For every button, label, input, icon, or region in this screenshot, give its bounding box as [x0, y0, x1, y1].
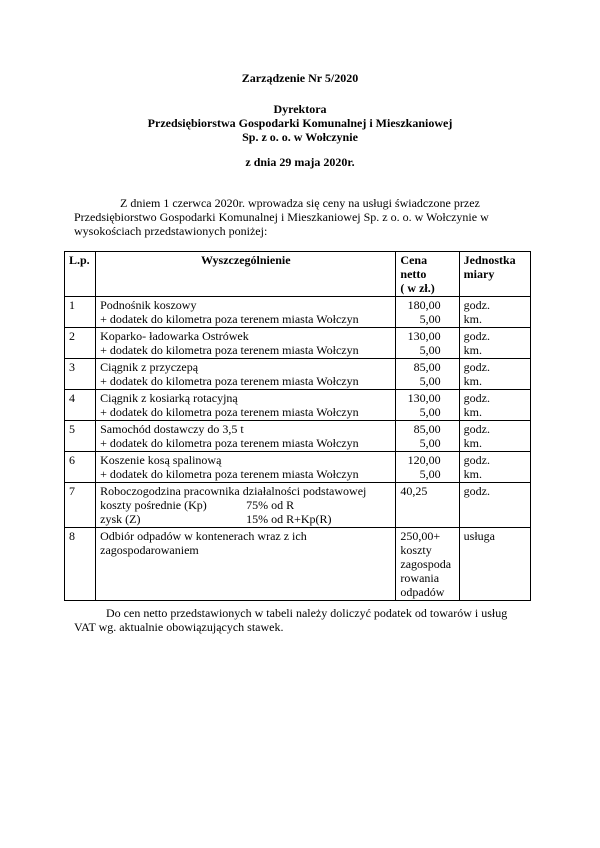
row-unit: godz. km. — [459, 359, 530, 390]
table-row — [65, 359, 531, 390]
price-table — [64, 251, 531, 601]
intro-line: Z dniem 1 czerwca 2020r. wprowadza się ceny na usługi świadczone przez — [120, 196, 480, 210]
row-lp: 4 — [65, 390, 96, 421]
closing-line: VAT wg. aktualnie obowiązujących stawek. — [74, 620, 284, 634]
row-unit: godz. km. — [459, 452, 530, 483]
row-price: 180,00 5,00 — [396, 297, 459, 328]
row-description: Koparko- ładowarka Ostrówek + dodatek do kilometra poza terenem miasta Wołczyn — [96, 328, 396, 359]
row-price: 130,00 5,00 — [396, 328, 459, 359]
table-row — [65, 297, 531, 328]
intro-line: Przedsiębiorstwo Gospodarki Komunalnej i Mieszkaniowej Sp. z o. o. w Wołczynie w — [74, 210, 489, 224]
row-description: Podnośnik koszowy + dodatek do kilometra poza terenem miasta Wołczyn — [96, 297, 396, 328]
row-description: Samochód dostawczy do 3,5 t + dodatek do kilometra poza terenem miasta Wołczyn — [96, 421, 396, 452]
cost-label: koszty pośrednie (Kp) — [100, 498, 207, 512]
table-row — [65, 483, 531, 528]
issuer-title: Dyrektora — [273, 102, 327, 116]
table-row — [65, 328, 531, 359]
row-price: 130,00 5,00 — [396, 390, 459, 421]
row-lp: 3 — [65, 359, 96, 390]
row-price: 85,00 5,00 — [396, 421, 459, 452]
row-lp: 1 — [65, 297, 96, 328]
document-title: Zarządzenie Nr 5/2020 — [241, 71, 359, 85]
row-lp: 6 — [65, 452, 96, 483]
cost-value: 15% od R+Kp(R) — [246, 512, 332, 526]
row-description: Roboczogodzina pracownika działalności podstawowej koszty pośrednie (Kp) 75% od R zysk (Z) 15% od R+Kp(R) — [96, 483, 396, 528]
row-price: 250,00+ koszty zagospoda rowania odpadów — [396, 528, 459, 601]
header-unit: Jednostka miary — [459, 252, 530, 297]
cost-label: zysk (Z) — [100, 512, 141, 526]
row-lp: 8 — [65, 528, 96, 601]
header-price: Cena netto ( w zł.) — [396, 252, 459, 297]
table-header-row — [65, 252, 531, 297]
row-unit: usługa — [459, 528, 530, 601]
row-lp: 2 — [65, 328, 96, 359]
table-row — [65, 452, 531, 483]
closing-paragraph — [74, 606, 544, 634]
row-lp: 7 — [65, 483, 96, 528]
row-price: 120,00 5,00 — [396, 452, 459, 483]
header-description: Wyszczególnienie — [96, 252, 396, 297]
row-unit: godz. — [459, 483, 530, 528]
closing-line: Do cen netto przedstawionych w tabeli należy doliczyć podatek od towarów i usług — [106, 606, 508, 620]
header-lp: L.p. — [65, 252, 96, 297]
row-description: Ciągnik z kosiarką rotacyjną + dodatek do kilometra poza terenem miasta Wołczyn — [96, 390, 396, 421]
cost-value: 75% od R — [246, 498, 295, 512]
row-unit: godz. km. — [459, 421, 530, 452]
row-description: Odbiór odpadów w kontenerach wraz z ich zagospodarowaniem — [96, 528, 396, 601]
row-price: 85,00 5,00 — [396, 359, 459, 390]
table-row — [65, 528, 531, 601]
row-description: Koszenie kosą spalinową + dodatek do kilometra poza terenem miasta Wołczyn — [96, 452, 396, 483]
intro-line: wysokościach przedstawionych poniżej: — [74, 224, 268, 238]
row-unit: godz. km. — [459, 297, 530, 328]
document-date: z dnia 29 maja 2020r. — [245, 155, 355, 169]
row-price: 40,25 — [396, 483, 459, 528]
table-row — [65, 390, 531, 421]
company-location: Sp. z o. o. w Wołczynie — [242, 130, 358, 144]
row-description: Ciągnik z przyczepą + dodatek do kilometra poza terenem miasta Wołczyn — [96, 359, 396, 390]
row-unit: godz. km. — [459, 390, 530, 421]
table-row — [65, 421, 531, 452]
company-name: Przedsiębiorstwa Gospodarki Komunalnej i Mieszkaniowej — [147, 116, 453, 130]
intro-paragraph — [74, 196, 544, 238]
row-unit: godz. km. — [459, 328, 530, 359]
row-lp: 5 — [65, 421, 96, 452]
